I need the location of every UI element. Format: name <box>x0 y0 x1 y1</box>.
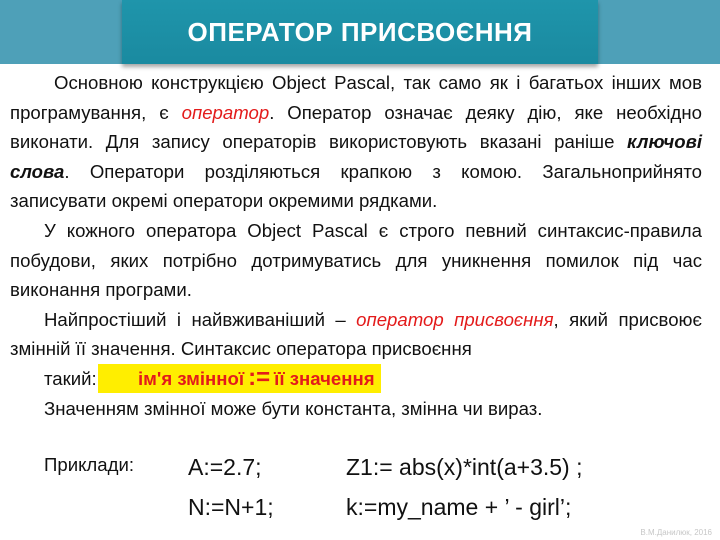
paragraph-value-types: Значенням змінної може бути константа, змінна чи вираз. <box>44 397 543 419</box>
paragraph-syntax: У кожного оператора Object Pascal є строго певний синтаксис-правила побудови, яких потрібно дотримуватись для уникнення помилок під час виконання програми. <box>10 219 702 301</box>
term-operator: оператор <box>181 101 270 123</box>
page-title: ОПЕРАТОР ПРИСВОЄННЯ <box>187 16 533 47</box>
paragraph-assignment-text-1: Найпростіший і найвживаніший – <box>44 308 357 330</box>
example-line-2: N:=N+1; <box>188 494 274 520</box>
examples-block <box>44 450 684 530</box>
paragraph-intro-text-3: . Оператори розділяються крапкою з комою. Загальноприйнято записувати окремі оператори окремими рядками. <box>10 160 702 212</box>
syntax-variable-name: ім'я змінної <box>138 367 245 389</box>
term-assignment-operator: оператор присвоєння <box>356 308 554 330</box>
main-content <box>10 68 702 423</box>
syntax-value: її значення <box>274 367 375 389</box>
footer-author: В.М.Данилюк, 2016 <box>640 528 712 537</box>
paragraph-intro-text-1: Основною конструкцією Object Pascal, так само як і багатьох інших мов програмування, є <box>10 72 702 123</box>
syntax-highlight <box>98 364 381 393</box>
example-line-1: A:=2.7; <box>188 454 262 480</box>
paragraph-intro-text-2: . Оператор означає деяку дію, яке необхідно виконати. Для запису операторів використовують вказані раніше <box>10 101 702 153</box>
paragraph-intro <box>10 68 702 216</box>
paragraph-assignment <box>10 305 702 394</box>
paragraph-assignment-text-2: , який присвоює змінній її значення. Синтаксис оператора присвоєння <box>10 308 702 360</box>
term-keywords: ключові слова <box>10 131 702 182</box>
syntax-assign-operator: := <box>248 363 271 391</box>
title-box <box>122 0 598 64</box>
example-line-4: k:=my_name + ’ - girl’; <box>346 494 572 520</box>
example-line-3: Z1:= abs(x)*int(a+3.5) ; <box>346 454 583 480</box>
syntax-label: такий: <box>44 367 97 389</box>
title-bar <box>0 0 720 64</box>
examples-label: Приклади: <box>44 454 135 475</box>
